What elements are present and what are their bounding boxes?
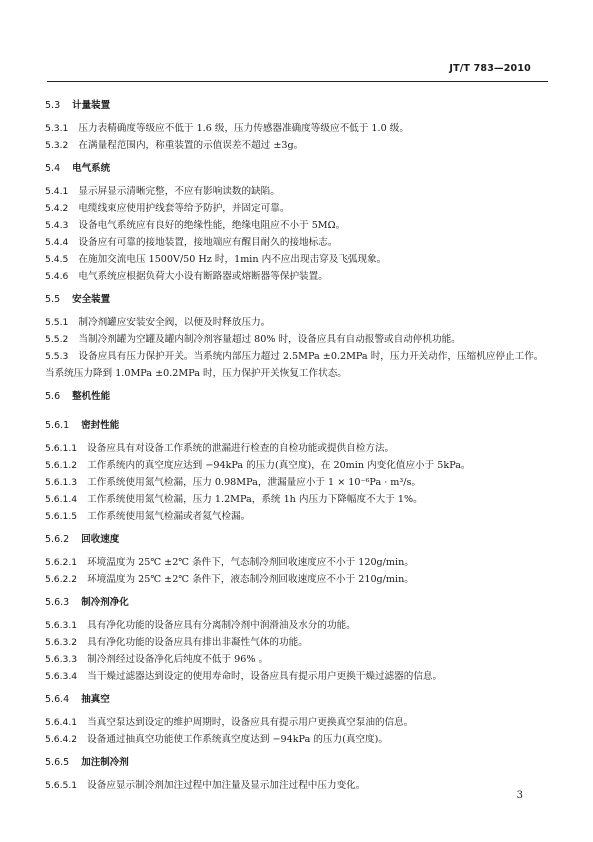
section-heading: 5.6.4 抽真空: [45, 694, 110, 705]
clause: 5.6.5.1 设备应显示制冷剂加注过程中加注量及显示加注过程中压力变化。: [45, 780, 366, 791]
clause: 5.4.4 设备应有可靠的接地装置，接地端应有醒目耐久的接地标志。: [45, 237, 338, 248]
section-heading: 5.4 电气系统: [45, 163, 111, 174]
section-5-6-1: [45, 418, 550, 525]
clause: 5.4.3 设备电气系统应有良好的绝缘性能，绝缘电阻应不小于 5MΩ。: [45, 220, 346, 231]
clause: 5.4.5 在施加交流电压 1500V/50 Hz 时，1min 内不应出现击穿及飞弧现象。: [45, 254, 387, 265]
clause: 5.6.4.2 设备通过抽真空功能使工作系统真空度达到 −94kPa 的压力(真空度)。: [45, 734, 388, 745]
section-heading: 5.6.2 回收速度: [45, 534, 120, 545]
section-heading: 5.6.5 加注制冷剂: [45, 757, 129, 768]
clause: 5.4.6 电气系统应根据负荷大小设有断路器或熔断器等保护装置。: [45, 271, 328, 282]
section-heading: 5.6.1 密封性能: [45, 420, 120, 431]
document-body: [45, 98, 550, 794]
section-5-6-4: [45, 692, 550, 748]
section-5-6-5: [45, 755, 550, 794]
clause: 5.6.1.5 工作系统使用氮气检漏或者氦气检漏。: [45, 511, 251, 522]
section-heading: 5.3 计量装置: [45, 100, 111, 111]
section-heading: 5.6.3 制冷剂净化: [45, 597, 129, 608]
section-5-5: [45, 292, 550, 382]
clause: 5.4.1 显示屏显示清晰完整，不应有影响读数的缺陷。: [45, 186, 280, 197]
clause: 5.6.2.2 环境温度为 25℃ ±2℃ 条件下，液态制冷剂回收速度应不小于 210g/min。: [45, 574, 414, 585]
section-5-4: [45, 161, 550, 285]
section-5-6-2: [45, 532, 550, 588]
clause: 5.6.3.2 具有净化功能的设备应具有排出非凝性气体的功能。: [45, 637, 308, 648]
clause: 5.6.3.4 当干燥过滤器达到设定的使用寿命时，设备应具有提示用户更换干燥过滤器的信息。: [45, 671, 443, 682]
section-heading: 5.5 安全装置: [45, 294, 111, 305]
clause: 5.6.3.3 制冷剂经过设备净化后纯度不低于 96% 。: [45, 654, 269, 665]
clause: 5.6.4.1 当真空泵达到设定的维护周期时，设备应具有提示用户更换真空泵油的信息。: [45, 717, 414, 728]
clause: 5.3.2 在满量程范围内，称重装置的示值误差不超过 ±3g。: [45, 140, 304, 151]
clause: 5.5.2 当制冷剂罐为空罐及罐内制冷剂容量超过 80% 时，设备应具有自动报警或自动停机功能。: [45, 334, 461, 345]
page-number: 3: [516, 790, 523, 801]
section-5-6: [45, 389, 550, 405]
clause: 5.6.1.1 设备应具有对设备工作系统的泄漏进行检查的自检功能或提供自检方法。: [45, 443, 395, 454]
clause: 5.4.2 电缆线束应使用护线套等给予防护，并固定可靠。: [45, 203, 290, 214]
document-code: JT/T 783—2010: [449, 63, 531, 74]
clause: 5.3.1 压力表精确度等级应不低于 1.6 级，压力传感器准确度等级应不低于 1.0 级。: [45, 123, 409, 134]
clause: 5.6.3.1 具有净化功能的设备应具有分离制冷剂中润滑油及水分的功能。: [45, 620, 356, 631]
clause: 5.5.3 设备应具有压力保护开关。当系统内部压力超过 2.5MPa ±0.2MPa 时，压力开关动作，压缩机应停止工作。当系统压力降到 1.0MPa ±0.2MPa 时，压力保护开关恢复工作状态。: [45, 351, 544, 379]
clause: 5.5.1 制冷剂罐应安装安全阀，以便及时释放压力。: [45, 317, 271, 328]
clause: 5.6.2.1 环境温度为 25℃ ±2℃ 条件下，气态制冷剂回收速度应不小于 120g/min。: [45, 557, 414, 568]
section-5-3: [45, 98, 550, 154]
header-rule: [47, 81, 548, 82]
section-heading: 5.6 整机性能: [45, 391, 111, 402]
clause: 5.6.1.3 工作系统使用氮气检漏，压力 0.98MPa，泄漏量应小于 1 × 10⁻⁶Pa · m³/s。: [45, 477, 422, 488]
section-5-6-3: [45, 595, 550, 685]
clause: 5.6.1.4 工作系统使用氮气检漏，压力 1.2MPa，系统 1h 内压力下降幅度不大于 1%。: [45, 494, 423, 505]
clause: 5.6.1.2 工作系统内的真空度应达到 −94kPa 的压力(真空度)，在 20min 内变化值应小于 5kPa。: [45, 460, 471, 471]
